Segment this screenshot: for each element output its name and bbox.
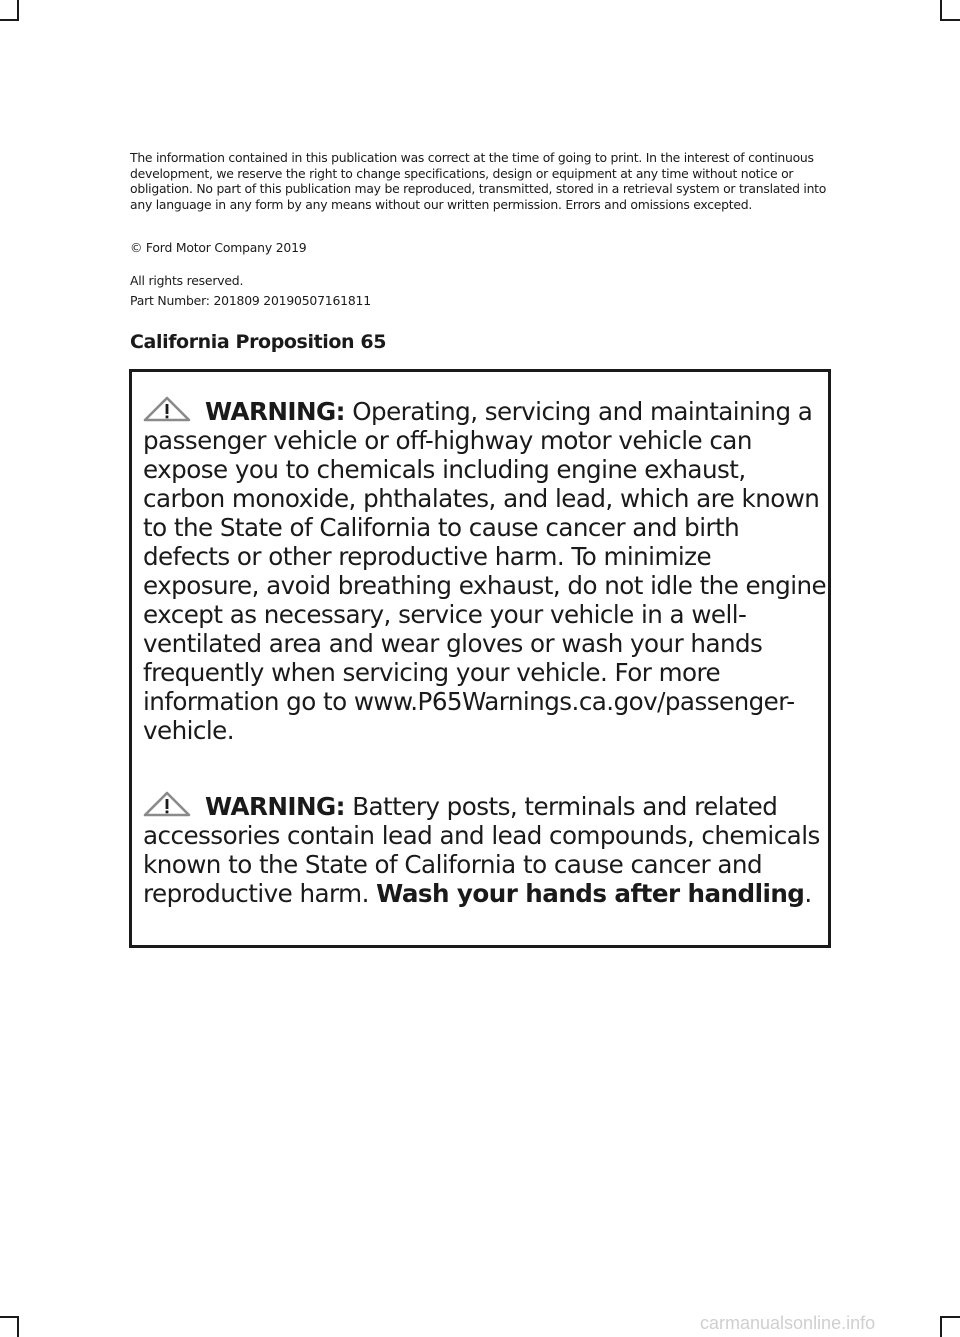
crop-mark	[940, 0, 942, 20]
warning-label: WARNING:	[205, 792, 345, 821]
intro-paragraph: The information contained in this publication was correct at the time of going to print. In the interest of continuous development, we reserve the right to change specifications, design or equipment at any time without notice or obligation. No part of this publication may be reproduced, transmitted, stored in a retrieval system or translated into any language in any form by any means without our written permission. Errors and omissions excepted.	[130, 150, 827, 212]
warning-suffix: .	[804, 879, 812, 908]
warning-text: Operating, servicing and maintaining a passenger vehicle or off-highway motor vehicle can expose you to chemicals including engine exhaust, carbon monoxide, phthalates, and lead, which are known to the State of California to cause cancer and birth defects or other reproductive harm. To minimize exposure, avoid breathing exhaust, do not idle the engine except as necessary, service your vehicle in a well-ventilated area and wear gloves or wash your hands frequently when servicing your vehicle. For more information go to www.P65Warnings.ca.gov/passenger-vehicle.	[143, 397, 827, 745]
warning-paragraph	[143, 396, 828, 745]
warning-emphasis: Wash your hands after handling	[376, 879, 805, 908]
warning-box	[129, 369, 831, 948]
crop-mark	[940, 19, 960, 21]
copyright-line: © Ford Motor Company 2019	[130, 240, 307, 255]
crop-mark	[940, 1316, 960, 1318]
warning-text: Battery posts, terminals and related accessories contain lead and lead compounds, chemicals known to the State of California to cause cancer and reproductive harm.	[143, 792, 820, 908]
crop-mark	[0, 19, 19, 21]
rights-line: All rights reserved.	[130, 273, 244, 288]
section-heading: California Proposition 65	[130, 331, 387, 353]
warning-paragraph	[143, 791, 828, 908]
warning-label: WARNING:	[205, 397, 345, 426]
crop-mark	[17, 0, 19, 20]
warning-triangle-icon	[143, 396, 191, 422]
watermark: carmanualsonline.info	[700, 1313, 876, 1333]
crop-mark	[940, 1316, 942, 1337]
crop-mark	[17, 1316, 19, 1337]
warning-triangle-icon	[143, 791, 191, 817]
part-number: Part Number: 201809 20190507161811	[130, 293, 371, 308]
